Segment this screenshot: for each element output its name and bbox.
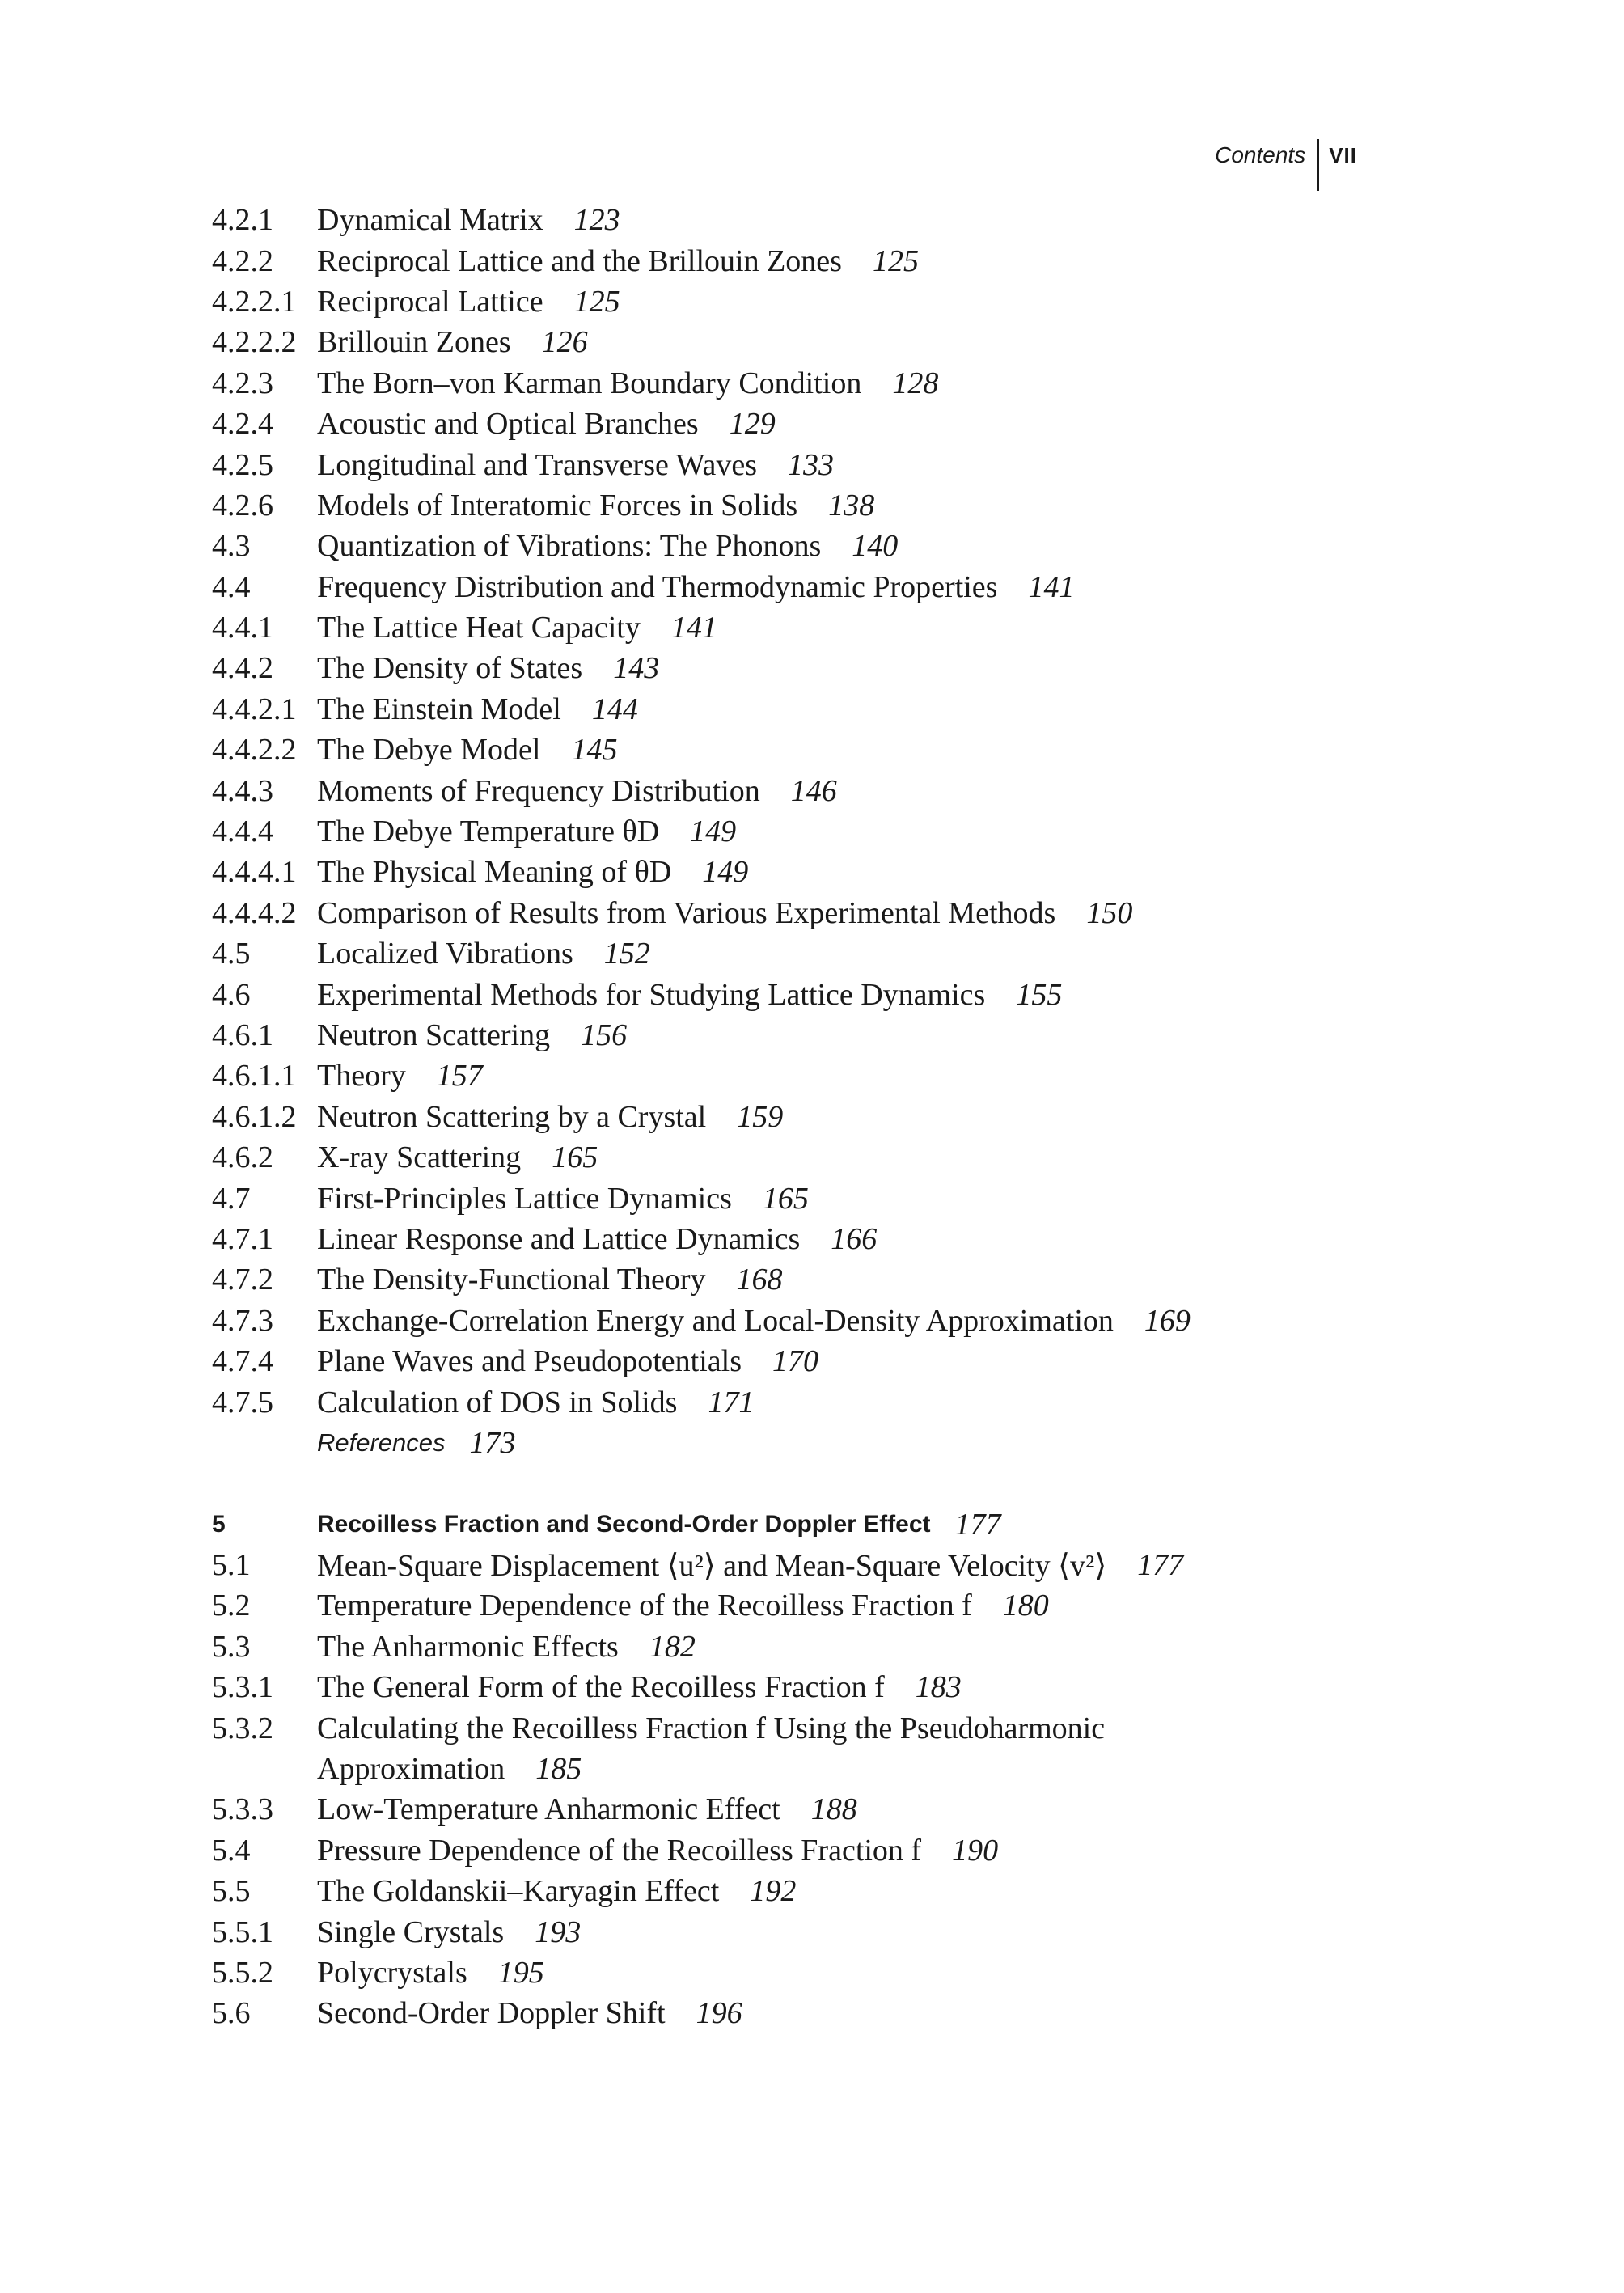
entry-number: 4.7.2 [212, 1263, 273, 1297]
entry-number: 5.5.1 [212, 1914, 273, 1949]
section-gap [212, 1463, 1425, 1504]
entry-title: The Goldanskii–Karyagin Effect [317, 1874, 720, 1909]
entry-title: The Density-Functional Theory [317, 1263, 706, 1297]
entry-title: Polycrystals [317, 1955, 467, 1990]
entry-page: 143 [613, 651, 660, 686]
entry-title: Neutron Scattering [317, 1018, 551, 1052]
entry-number: 4.2.1 [212, 203, 273, 238]
entry-number: 4.5 [212, 937, 251, 971]
entry-number: 4.7 [212, 1181, 251, 1216]
toc-entry[interactable] [212, 852, 1425, 892]
entry-number: 4.4.2.1 [212, 692, 297, 726]
references-page: 173 [469, 1425, 516, 1460]
entry-page: 177 [1137, 1548, 1184, 1583]
entry-page: 149 [702, 855, 749, 890]
toc-entry[interactable] [212, 1015, 1425, 1056]
entry-page: 196 [696, 1996, 742, 2031]
entry-title: Calculation of DOS in Solids [317, 1385, 678, 1419]
toc-entry[interactable] [212, 1301, 1425, 1341]
entry-page: 150 [1086, 895, 1133, 930]
entry-title: The Lattice Heat Capacity [317, 611, 641, 645]
entry-number: 4.2.3 [212, 366, 273, 400]
entry-title: Dynamical Matrix [317, 203, 543, 238]
toc-entry[interactable] [212, 1993, 1425, 2033]
entry-title: Mean-Square Displacement ⟨u²⟩ and Mean-Square Velocity ⟨v²⟩ [317, 1548, 1107, 1583]
entry-title: Moments of Frequency Distribution [317, 773, 760, 808]
entry-page: 170 [772, 1344, 818, 1379]
entry-title: Linear Response and Lattice Dynamics [317, 1221, 801, 1256]
toc-entry[interactable] [212, 240, 1425, 281]
entry-number: 5.5.2 [212, 1955, 273, 1990]
toc-entry[interactable] [212, 1097, 1425, 1137]
entry-number: 4.6.1.1 [212, 1059, 297, 1094]
entry-title: Longitudinal and Transverse Waves [317, 447, 758, 482]
page-number: VII [1329, 143, 1357, 167]
toc-chapter[interactable] [212, 1504, 1425, 1545]
entry-number: 5.3.2 [212, 1711, 273, 1745]
entry-title: Reciprocal Lattice [317, 284, 543, 319]
entry-title: Neutron Scattering by a Crystal [317, 1099, 707, 1134]
entry-page: 144 [591, 692, 638, 726]
toc-entry[interactable] [212, 607, 1425, 648]
entry-page: 159 [737, 1099, 784, 1134]
entry-page: 169 [1144, 1303, 1191, 1338]
chapter-title: Recoilless Fraction and Second-Order Doppler Effect [317, 1510, 931, 1538]
entry-page: 168 [736, 1263, 783, 1297]
entry-number: 4.4.1 [212, 611, 273, 645]
entry-page: 128 [892, 366, 939, 400]
toc-entry[interactable] [212, 444, 1425, 484]
entry-title: Calculating the Recoilless Fraction f Using the Pseudoharmonic [317, 1711, 1106, 1745]
toc-entry-continuation[interactable] [212, 1749, 1425, 1789]
entry-number: 4.3 [212, 529, 251, 564]
toc-entry[interactable] [212, 1585, 1425, 1626]
entry-number: 5.2 [212, 1589, 251, 1623]
toc-entry[interactable] [212, 974, 1425, 1014]
entry-title: Brillouin Zones [317, 325, 511, 360]
entry-title: Plane Waves and Pseudopotentials [317, 1344, 742, 1379]
entry-page: 126 [541, 325, 588, 360]
entry-title: Theory [317, 1059, 406, 1094]
toc-entry[interactable] [212, 1259, 1425, 1300]
entry-page: 183 [915, 1670, 962, 1705]
entry-number: 4.4.2 [212, 651, 273, 686]
entry-page: 125 [573, 284, 620, 319]
toc-entry[interactable] [212, 1911, 1425, 1952]
toc-entry[interactable] [212, 1341, 1425, 1381]
entry-page: 141 [1028, 569, 1075, 604]
entry-number: 5.1 [212, 1548, 251, 1583]
entry-number: 4.7.3 [212, 1303, 273, 1338]
entry-page: 141 [670, 611, 717, 645]
entry-page: 193 [535, 1914, 582, 1949]
entry-number: 5.3.3 [212, 1792, 273, 1827]
entry-number: 4.4.2.2 [212, 733, 297, 768]
entry-title: The Debye Model [317, 733, 541, 768]
entry-title: Quantization of Vibrations: The Phonons [317, 529, 822, 564]
toc-entry[interactable] [212, 200, 1425, 240]
entry-page: 149 [690, 814, 737, 849]
entry-page: 155 [1016, 977, 1063, 1012]
toc-entry[interactable] [212, 1137, 1425, 1178]
entry-title: Single Crystals [317, 1914, 505, 1949]
toc-entry[interactable] [212, 893, 1425, 933]
entry-page: 188 [810, 1792, 857, 1827]
toc-entry[interactable] [212, 648, 1425, 688]
entry-title: First-Principles Lattice Dynamics [317, 1181, 732, 1216]
entry-title: Experimental Methods for Studying Lattice Dynamics [317, 977, 986, 1012]
entry-number: 4.6 [212, 977, 251, 1012]
entry-number: 4.4.4 [212, 814, 273, 849]
entry-page: 156 [581, 1018, 628, 1052]
toc-entry[interactable] [212, 1952, 1425, 1993]
entry-title: The Density of States [317, 651, 583, 686]
entry-number: 4.4.4.2 [212, 895, 297, 930]
entry-page: 152 [603, 937, 650, 971]
entry-page: 129 [729, 407, 776, 442]
entry-page: 165 [552, 1140, 598, 1175]
entry-number: 4.7.1 [212, 1221, 273, 1256]
toc-entry[interactable] [212, 322, 1425, 362]
toc-entry[interactable] [212, 1871, 1425, 1911]
entry-page: 133 [788, 447, 835, 482]
toc-entry[interactable] [212, 811, 1425, 852]
entry-page: 138 [828, 488, 875, 522]
entry-number: 4.2.5 [212, 447, 273, 482]
toc-entry[interactable] [212, 770, 1425, 810]
entry-number: 4.4.4.1 [212, 855, 297, 890]
toc-entry[interactable] [212, 567, 1425, 607]
entry-number: 4.7.5 [212, 1385, 273, 1419]
running-header-title: Contents [1215, 142, 1306, 167]
entry-number: 5.5 [212, 1874, 251, 1909]
toc-entry[interactable] [212, 1178, 1425, 1218]
entry-number: 4.6.1.2 [212, 1099, 297, 1134]
toc-entry[interactable] [212, 1667, 1425, 1707]
toc-entry[interactable] [212, 281, 1425, 322]
entry-page: 157 [436, 1059, 483, 1094]
entry-number: 4.4 [212, 569, 251, 604]
entry-number: 4.4.3 [212, 773, 273, 808]
entry-title: Reciprocal Lattice and the Brillouin Zones [317, 243, 842, 278]
toc-entry[interactable] [212, 933, 1425, 974]
entry-number: 4.6.2 [212, 1140, 273, 1175]
toc-references[interactable] [212, 1423, 1425, 1463]
toc-entry[interactable] [212, 526, 1425, 566]
entry-title: The Physical Meaning of θD [317, 855, 672, 890]
entry-page: 145 [571, 733, 618, 768]
entry-page: 180 [1002, 1589, 1049, 1623]
entry-number: 4.6.1 [212, 1018, 273, 1052]
entry-title: The General Form of the Recoilless Fraction f [317, 1670, 885, 1705]
entry-title: Exchange-Correlation Energy and Local-Density Approximation [317, 1303, 1114, 1338]
references-title: References [317, 1428, 446, 1457]
entry-page: 146 [790, 773, 837, 808]
toc-entry[interactable] [212, 1707, 1425, 1748]
entry-title: Frequency Distribution and Thermodynamic Properties [317, 569, 998, 604]
entry-title: Second-Order Doppler Shift [317, 1996, 666, 2031]
entry-page: 140 [852, 529, 899, 564]
entry-title: Acoustic and Optical Branches [317, 407, 699, 442]
entry-number: 4.2.2.1 [212, 284, 297, 319]
entry-title: The Debye Temperature θD [317, 814, 660, 849]
toc-entry[interactable] [212, 1830, 1425, 1871]
table-of-contents [212, 200, 1425, 2034]
entry-title: X-ray Scattering [317, 1140, 522, 1175]
entry-page: 192 [750, 1874, 797, 1909]
toc-entry[interactable] [212, 485, 1425, 526]
entry-title: The Anharmonic Effects [317, 1629, 619, 1664]
running-header [1215, 139, 1357, 191]
entry-number: 4.2.6 [212, 488, 273, 522]
entry-number: 5.4 [212, 1833, 251, 1868]
toc-entry[interactable] [212, 689, 1425, 730]
entry-page: 123 [573, 203, 620, 238]
entry-number: 4.2.2 [212, 243, 273, 278]
entry-number: 4.2.2.2 [212, 325, 297, 360]
entry-number: 4.2.4 [212, 407, 273, 442]
toc-entry[interactable] [212, 363, 1425, 404]
toc-entry[interactable] [212, 1381, 1425, 1422]
header-rule [1317, 139, 1319, 191]
entry-title: The Einstein Model [317, 692, 561, 726]
entry-number: 5.3 [212, 1629, 251, 1664]
entry-page: 195 [497, 1955, 544, 1990]
toc-entry[interactable] [212, 1056, 1425, 1096]
toc-entry[interactable] [212, 1219, 1425, 1259]
entry-title: The Born–von Karman Boundary Condition [317, 366, 862, 400]
entry-title: Localized Vibrations [317, 937, 573, 971]
entry-title: Models of Interatomic Forces in Solids [317, 488, 798, 522]
toc-entry[interactable] [212, 1545, 1425, 1585]
entry-title: Comparison of Results from Various Experimental Methods [317, 895, 1056, 930]
entry-title: Low-Temperature Anharmonic Effect [317, 1792, 780, 1827]
entry-page: 185 [535, 1752, 582, 1787]
entry-number: 4.7.4 [212, 1344, 273, 1379]
toc-entry[interactable] [212, 1789, 1425, 1830]
entry-page: 166 [831, 1221, 878, 1256]
toc-entry[interactable] [212, 730, 1425, 770]
chapter-page: 177 [954, 1507, 1001, 1542]
toc-entry[interactable] [212, 404, 1425, 444]
entry-number: 5.3.1 [212, 1670, 273, 1705]
toc-entry[interactable] [212, 1627, 1425, 1667]
entry-page: 125 [872, 243, 919, 278]
entry-title: Temperature Dependence of the Recoilless Fraction f [317, 1589, 972, 1623]
chapter-number: 5 [212, 1510, 226, 1538]
entry-page: 182 [649, 1629, 696, 1664]
entry-page: 190 [952, 1833, 999, 1868]
entry-title: Approximation [317, 1752, 505, 1787]
entry-page: 171 [708, 1385, 755, 1419]
entry-page: 165 [762, 1181, 809, 1216]
entry-number: 5.6 [212, 1996, 251, 2031]
entry-title: Pressure Dependence of the Recoilless Fraction f [317, 1833, 922, 1868]
